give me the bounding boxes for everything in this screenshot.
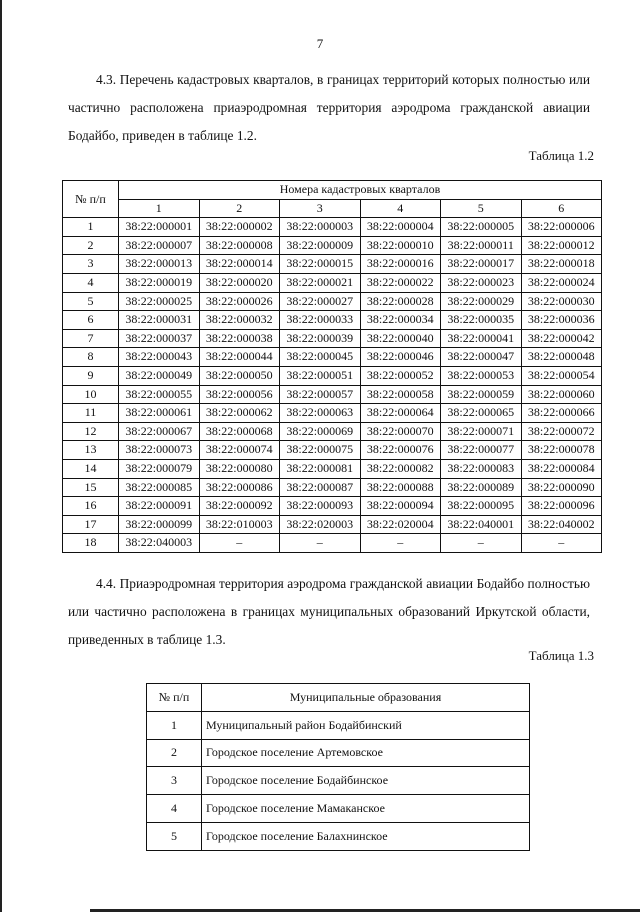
cadastral-quarter-cell: 38:22:000073	[119, 441, 200, 460]
cadastral-quarter-cell: 38:22:040001	[441, 515, 522, 534]
cadastral-quarter-cell: 38:22:000015	[280, 255, 361, 274]
cadastral-quarter-cell: 38:22:000072	[521, 422, 602, 441]
cadastral-quarter-cell: 38:22:000003	[280, 218, 361, 237]
municipality-name: Городское поселение Мамаканское	[202, 795, 530, 823]
cadastral-quarter-cell: 38:22:000091	[119, 497, 200, 516]
cadastral-quarter-cell: 38:22:000082	[360, 459, 441, 478]
cadastral-quarter-cell: 38:22:020004	[360, 515, 441, 534]
cadastral-quarter-cell: 38:22:000032	[199, 311, 280, 330]
cadastral-quarter-cell: 38:22:000096	[521, 497, 602, 516]
cadastral-quarter-cell: 38:22:000057	[280, 385, 361, 404]
table-row	[147, 739, 530, 767]
cadastral-quarter-cell: 38:22:000021	[280, 273, 361, 292]
cadastral-quarter-cell: 38:22:000044	[199, 348, 280, 367]
cadastral-quarter-cell: 38:22:000047	[441, 348, 522, 367]
table-1-3-caption: Таблица 1.3	[528, 648, 594, 663]
cadastral-quarter-cell: 38:22:000094	[360, 497, 441, 516]
row-number: 4	[147, 795, 202, 823]
section-4-3-text: 4.3. Перечень кадастровых кварталов, в границах территорий которых полностью или частично расположена приаэродромная территория аэродрома гражданской авиации Бодайбо, приведен в таблице 1.2.	[68, 72, 590, 143]
table-1-2-caption: Таблица 1.2	[528, 148, 594, 163]
cadastral-quarter-cell: 38:22:000018	[521, 255, 602, 274]
cadastral-quarter-cell: 38:22:000020	[199, 273, 280, 292]
section-4-4-text: 4.4. Приаэродромная территория аэродрома гражданской авиации Бодайбо полностью или частично расположена в границах муниципальных образований Иркутской области, приведенных в таблице 1.3.	[68, 576, 590, 647]
cadastral-quarter-cell: 38:22:000069	[280, 422, 361, 441]
cadastral-quarter-cell: 38:22:000099	[119, 515, 200, 534]
municipality-header: Муниципальные образования	[202, 684, 530, 712]
table-row	[63, 422, 602, 441]
cadastral-quarter-cell: 38:22:000040	[360, 329, 441, 348]
table-row	[63, 329, 602, 348]
cadastral-quarter-cell: 38:22:000011	[441, 236, 522, 255]
cadastral-quarter-cell: 38:22:000009	[280, 236, 361, 255]
cadastral-quarter-cell: 38:22:000052	[360, 366, 441, 385]
cadastral-quarter-cell: 38:22:000075	[280, 441, 361, 460]
cadastral-quarter-cell: 38:22:000085	[119, 478, 200, 497]
cadastral-quarter-cell: 38:22:040002	[521, 515, 602, 534]
cadastral-quarter-cell: 38:22:000095	[441, 497, 522, 516]
table-row	[63, 534, 602, 553]
col-header: 6	[521, 199, 602, 218]
cadastral-quarter-cell: 38:22:000036	[521, 311, 602, 330]
cadastral-quarter-cell: 38:22:000025	[119, 292, 200, 311]
cadastral-quarter-cell: 38:22:040003	[119, 534, 200, 553]
cadastral-quarter-cell: 38:22:000002	[199, 218, 280, 237]
cadastral-quarter-cell: 38:22:000053	[441, 366, 522, 385]
num-header: № п/п	[63, 181, 119, 218]
row-number: 12	[63, 422, 119, 441]
cadastral-quarter-cell: 38:22:000084	[521, 459, 602, 478]
municipality-name: Городское поселение Бодайбинское	[202, 767, 530, 795]
cadastral-quarter-cell: 38:22:000033	[280, 311, 361, 330]
table-row	[147, 711, 530, 739]
cadastral-quarter-cell: 38:22:000065	[441, 404, 522, 423]
cadastral-quarter-cell: 38:22:000010	[360, 236, 441, 255]
page-number: 7	[316, 36, 324, 51]
row-number: 16	[63, 497, 119, 516]
cadastral-quarter-cell: 38:22:000045	[280, 348, 361, 367]
cadastral-quarter-cell: –	[360, 534, 441, 553]
cadastral-quarter-cell: 38:22:000050	[199, 366, 280, 385]
cadastral-quarter-cell: 38:22:020003	[280, 515, 361, 534]
table-row	[63, 273, 602, 292]
cadastral-quarter-cell: 38:22:000067	[119, 422, 200, 441]
row-number: 1	[147, 711, 202, 739]
cadastral-quarter-cell: 38:22:000059	[441, 385, 522, 404]
row-number: 4	[63, 273, 119, 292]
col-header: 2	[199, 199, 280, 218]
cadastral-quarter-cell: 38:22:000026	[199, 292, 280, 311]
row-number: 13	[63, 441, 119, 460]
cadastral-quarter-cell: 38:22:000017	[441, 255, 522, 274]
row-number: 2	[63, 236, 119, 255]
cadastral-quarter-cell: 38:22:000068	[199, 422, 280, 441]
row-number: 8	[63, 348, 119, 367]
cadastral-quarter-cell: 38:22:000012	[521, 236, 602, 255]
cadastral-quarter-cell: 38:22:000039	[280, 329, 361, 348]
cadastral-quarter-cell: 38:22:000048	[521, 348, 602, 367]
table-row	[63, 236, 602, 255]
col-header: 5	[441, 199, 522, 218]
cadastral-quarter-cell: 38:22:000022	[360, 273, 441, 292]
table-row	[147, 795, 530, 823]
cadastral-quarter-cell: 38:22:000029	[441, 292, 522, 311]
cadastral-quarter-cell: 38:22:000006	[521, 218, 602, 237]
cadastral-quarter-cell: 38:22:000030	[521, 292, 602, 311]
row-number: 9	[63, 366, 119, 385]
cadastral-quarter-cell: 38:22:000081	[280, 459, 361, 478]
cadastral-quarter-cell: 38:22:000019	[119, 273, 200, 292]
scan-edge-left	[0, 0, 2, 912]
section-4-4-paragraph	[68, 570, 590, 654]
table-row	[63, 255, 602, 274]
cadastral-quarter-cell: 38:22:000046	[360, 348, 441, 367]
cadastral-quarter-cell: –	[199, 534, 280, 553]
table-row	[63, 441, 602, 460]
cadastral-quarter-cell: 38:22:000043	[119, 348, 200, 367]
cadastral-quarter-cell: 38:22:000042	[521, 329, 602, 348]
table-row	[63, 311, 602, 330]
cadastral-quarter-cell: 38:22:000066	[521, 404, 602, 423]
cadastral-quarter-cell: 38:22:000058	[360, 385, 441, 404]
row-number: 14	[63, 459, 119, 478]
row-number: 10	[63, 385, 119, 404]
cadastral-quarter-cell: 38:22:000056	[199, 385, 280, 404]
row-number: 11	[63, 404, 119, 423]
table-1-3	[146, 683, 530, 851]
row-number: 15	[63, 478, 119, 497]
cadastral-quarter-cell: 38:22:000070	[360, 422, 441, 441]
row-number: 7	[63, 329, 119, 348]
table-row	[147, 767, 530, 795]
table-row	[63, 218, 602, 237]
cadastral-quarter-cell: 38:22:000087	[280, 478, 361, 497]
cadastral-quarter-cell: 38:22:000079	[119, 459, 200, 478]
table-row	[63, 515, 602, 534]
table-row	[63, 404, 602, 423]
municipality-name: Муниципальный район Бодайбинский	[202, 711, 530, 739]
cadastral-quarter-cell: 38:22:000061	[119, 404, 200, 423]
cadastral-quarter-cell: 38:22:000027	[280, 292, 361, 311]
cadastral-quarter-cell: 38:22:000013	[119, 255, 200, 274]
cadastral-quarter-cell: 38:22:000014	[199, 255, 280, 274]
table-row	[63, 348, 602, 367]
cadastral-quarter-cell: 38:22:010003	[199, 515, 280, 534]
table-1-3-body	[147, 711, 530, 850]
cadastral-quarter-cell: 38:22:000016	[360, 255, 441, 274]
cadastral-quarter-cell: 38:22:000041	[441, 329, 522, 348]
cadastral-quarter-cell: 38:22:000093	[280, 497, 361, 516]
cadastral-quarter-cell: 38:22:000024	[521, 273, 602, 292]
num-header: № п/п	[147, 684, 202, 712]
cadastral-quarter-cell: 38:22:000086	[199, 478, 280, 497]
cadastral-quarter-cell: 38:22:000083	[441, 459, 522, 478]
cadastral-quarter-cell: 38:22:000005	[441, 218, 522, 237]
cadastral-quarter-cell: 38:22:000054	[521, 366, 602, 385]
table-row	[63, 366, 602, 385]
col-header: 4	[360, 199, 441, 218]
cadastral-quarter-cell: 38:22:000064	[360, 404, 441, 423]
table-row	[63, 459, 602, 478]
cadastral-quarter-cell: 38:22:000074	[199, 441, 280, 460]
table-row	[63, 385, 602, 404]
table-1-2-body	[63, 218, 602, 553]
municipality-name: Городское поселение Балахнинское	[202, 822, 530, 850]
table-row	[63, 292, 602, 311]
col-header: 3	[280, 199, 361, 218]
table-row	[63, 478, 602, 497]
cadastral-quarter-cell: 38:22:000077	[441, 441, 522, 460]
cadastral-quarter-cell: 38:22:000062	[199, 404, 280, 423]
row-number: 5	[63, 292, 119, 311]
cadastral-quarter-cell: 38:22:000028	[360, 292, 441, 311]
col-header: 1	[119, 199, 200, 218]
cadastral-quarter-cell: 38:22:000034	[360, 311, 441, 330]
cadastral-quarter-cell: 38:22:000023	[441, 273, 522, 292]
section-4-3-paragraph	[68, 66, 590, 150]
cadastral-quarter-cell: 38:22:000090	[521, 478, 602, 497]
group-header: Номера кадастровых кварталов	[119, 181, 602, 200]
cadastral-quarter-cell: 38:22:000051	[280, 366, 361, 385]
cadastral-quarter-cell: 38:22:000007	[119, 236, 200, 255]
row-number: 1	[63, 218, 119, 237]
table-row	[147, 822, 530, 850]
table-row	[63, 497, 602, 516]
cadastral-quarter-cell: 38:22:000088	[360, 478, 441, 497]
cadastral-quarter-cell: 38:22:000078	[521, 441, 602, 460]
cadastral-quarter-cell: 38:22:000001	[119, 218, 200, 237]
municipality-name: Городское поселение Артемовское	[202, 739, 530, 767]
row-number: 5	[147, 822, 202, 850]
cadastral-quarter-cell: 38:22:000031	[119, 311, 200, 330]
row-number: 3	[63, 255, 119, 274]
cadastral-quarter-cell: –	[521, 534, 602, 553]
row-number: 2	[147, 739, 202, 767]
cadastral-quarter-cell: 38:22:000035	[441, 311, 522, 330]
table-1-2	[62, 180, 602, 553]
row-number: 17	[63, 515, 119, 534]
row-number: 3	[147, 767, 202, 795]
cadastral-quarter-cell: –	[441, 534, 522, 553]
cadastral-quarter-cell: 38:22:000060	[521, 385, 602, 404]
cadastral-quarter-cell: 38:22:000049	[119, 366, 200, 385]
cadastral-quarter-cell: 38:22:000038	[199, 329, 280, 348]
cadastral-quarter-cell: 38:22:000080	[199, 459, 280, 478]
cadastral-quarter-cell: 38:22:000063	[280, 404, 361, 423]
cadastral-quarter-cell: 38:22:000092	[199, 497, 280, 516]
cadastral-quarter-cell: 38:22:000089	[441, 478, 522, 497]
row-number: 18	[63, 534, 119, 553]
cadastral-quarter-cell: 38:22:000055	[119, 385, 200, 404]
cadastral-quarter-cell: 38:22:000004	[360, 218, 441, 237]
cadastral-quarter-cell: –	[280, 534, 361, 553]
cadastral-quarter-cell: 38:22:000071	[441, 422, 522, 441]
row-number: 6	[63, 311, 119, 330]
cadastral-quarter-cell: 38:22:000037	[119, 329, 200, 348]
cadastral-quarter-cell: 38:22:000008	[199, 236, 280, 255]
cadastral-quarter-cell: 38:22:000076	[360, 441, 441, 460]
